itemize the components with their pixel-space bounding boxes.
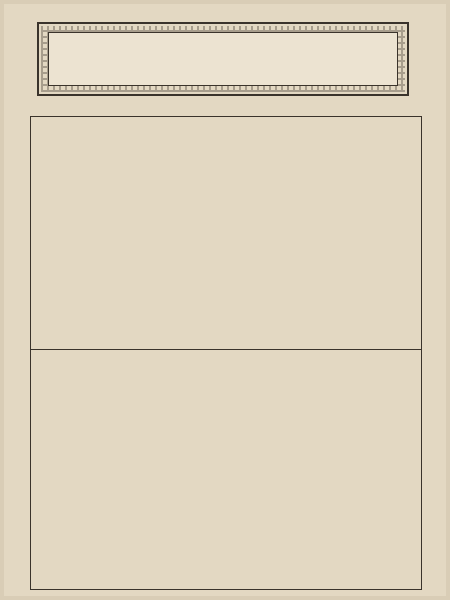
title-panel: [48, 32, 398, 86]
distance-table: [30, 116, 422, 590]
page: [4, 4, 446, 596]
section-divider: [31, 349, 421, 350]
title-banner: [37, 22, 409, 96]
